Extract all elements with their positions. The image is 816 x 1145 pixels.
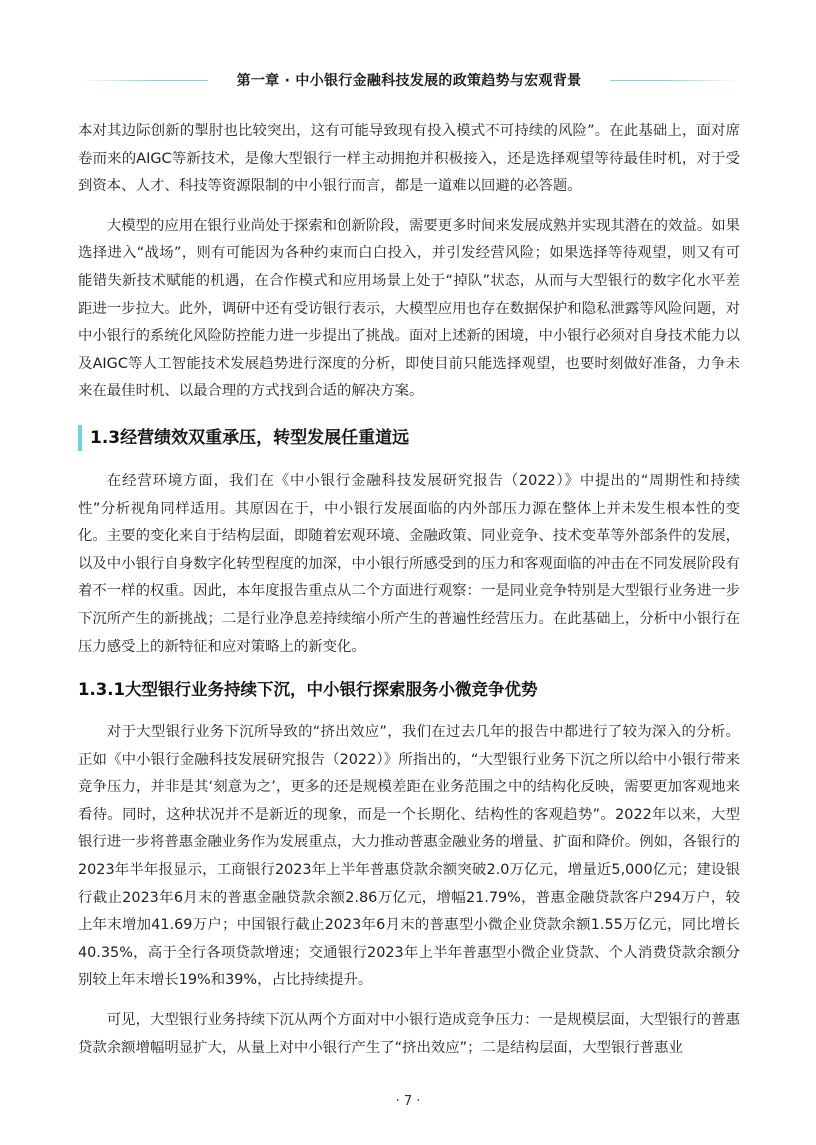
chapter-title: 第一章 · 中小银行金融科技发展的政策趋势与宏观背景 [236,73,582,89]
header-rule-right [610,80,740,81]
page-header [78,62,740,102]
section-heading-text: 1.3经营绩效双重承压，转型发展任重道远 [90,427,410,448]
paragraph-3: 在经营环境方面，我们在《中小银行金融科技发展研究报告（2022）》中提出的“周期性和持续性”分析视角同样适用。其原因在于，中小银行发展面临的内外部压力源在整体上并未发生根本性的变化。主要的变化来自于结构层面，即随着宏观环境、金融政策、同业竞争、技术变革等外部条件的发展，以及中小银行自身数字化转型程度的加深，中小银行所感受到的压力和客观面临的冲击在不同发展阶段有着不一样的权重。因此，本年度报告重点从二个方面进行观察：一是同业竞争特别是大型银行业务进一步下沉所产生的新挑战；二是行业净息差持续缩小所产生的普遍性经营压力。在此基础上，分析中小银行在压力感受上的新特征和应对策略上的新变化。 [78,472,740,655]
section-accent-bar [78,425,82,451]
paragraph-2: 大模型的应用在银行业尚处于探索和创新阶段，需要更多时间来发展成熟并实现其潜在的效益。如果选择进入“战场”，则有可能因为各种约束而白白投入，并引发经营风险；如果选择等待观望，则又有可能错失新技术赋能的机遇，在合作模式和应用场景上处于“掉队”状态，从而与大型银行的数字化水平差距进一步拉大。此外，调研中还有受访银行表示，大模型应用也存在数据保护和隐私泄露等风险问题，对中小银行的系统化风险防控能力进一步提出了挑战。面对上述新的困境，中小银行必须对自身技术能力以及AIGC等人工智能技术发展趋势进行深度的分析，即使目前只能选择观望，也要时刻做好准备，力争未来在最佳时机、以最合理的方式找到合适的解决方案。 [78,217,740,400]
paragraph-4: 对于大型银行业务下沉所导致的“挤出效应”，我们在过去几年的报告中都进行了较为深入的分析。正如《中小银行金融科技发展研究报告（2022）》所指出的，“大型银行业务下沉之所以给中小银行带来竞争压力，并非是其‘刻意为之’，更多的还是规模差距在业务范围之中的结构化反映，需要更加客观地来看待。同时，这种状况并不是新近的现象，而是一个长期化、结构性的客观趋势”。2022年以来，大型银行进一步将普惠金融业务作为发展重点，大力推动普惠金融业务的增量、扩面和降价。例如，各银行的2023年半年报显示，工商银行2023年上半年普惠贷款余额突破2.0万亿元，增量近5,000亿元；建设银行截止2023年6月末的普惠金融贷款余额2.86万亿元，增幅21.79%，普惠金融贷款客户294万户，较上年末增加41.69万户；中国银行截止2023年6月末的普惠型小微企业贷款余额1.55万亿元，同比增长40.35%，高于全行各项贷款增速；交通银行2023年上半年普惠型小微企业贷款、个人消费贷款余额分别较上年末增长19%和39%，占比持续提升。 [78,724,740,989]
paragraph-1: 本对其边际创新的掣肘也比较突出，这有可能导致现有投入模式不可持续的风险”。在此基础上，面对席卷而来的AIGC等新技术，是像大型银行一样主动拥抱并积极接入，还是选择观望等待最佳时机，对于受到资本、人才、科技等资源限制的中小银行而言，都是一道难以回避的必答题。 [78,123,740,195]
paragraph-5: 可见，大型银行业务持续下沉从两个方面对中小银行造成竞争压力：一是规模层面，大型银行的普惠贷款余额增幅明显扩大，从量上对中小银行产生了“挤出效应”；二是结构层面，大型银行普惠业 [78,1012,740,1056]
page-body [78,118,740,1074]
subsection-heading-1-3-1: 1.3.1大型银行业务持续下沉，中小银行探索服务小微竞争优势 [78,680,538,700]
page-number: · 7 · [395,1094,421,1109]
section-heading-1-3 [78,422,740,454]
